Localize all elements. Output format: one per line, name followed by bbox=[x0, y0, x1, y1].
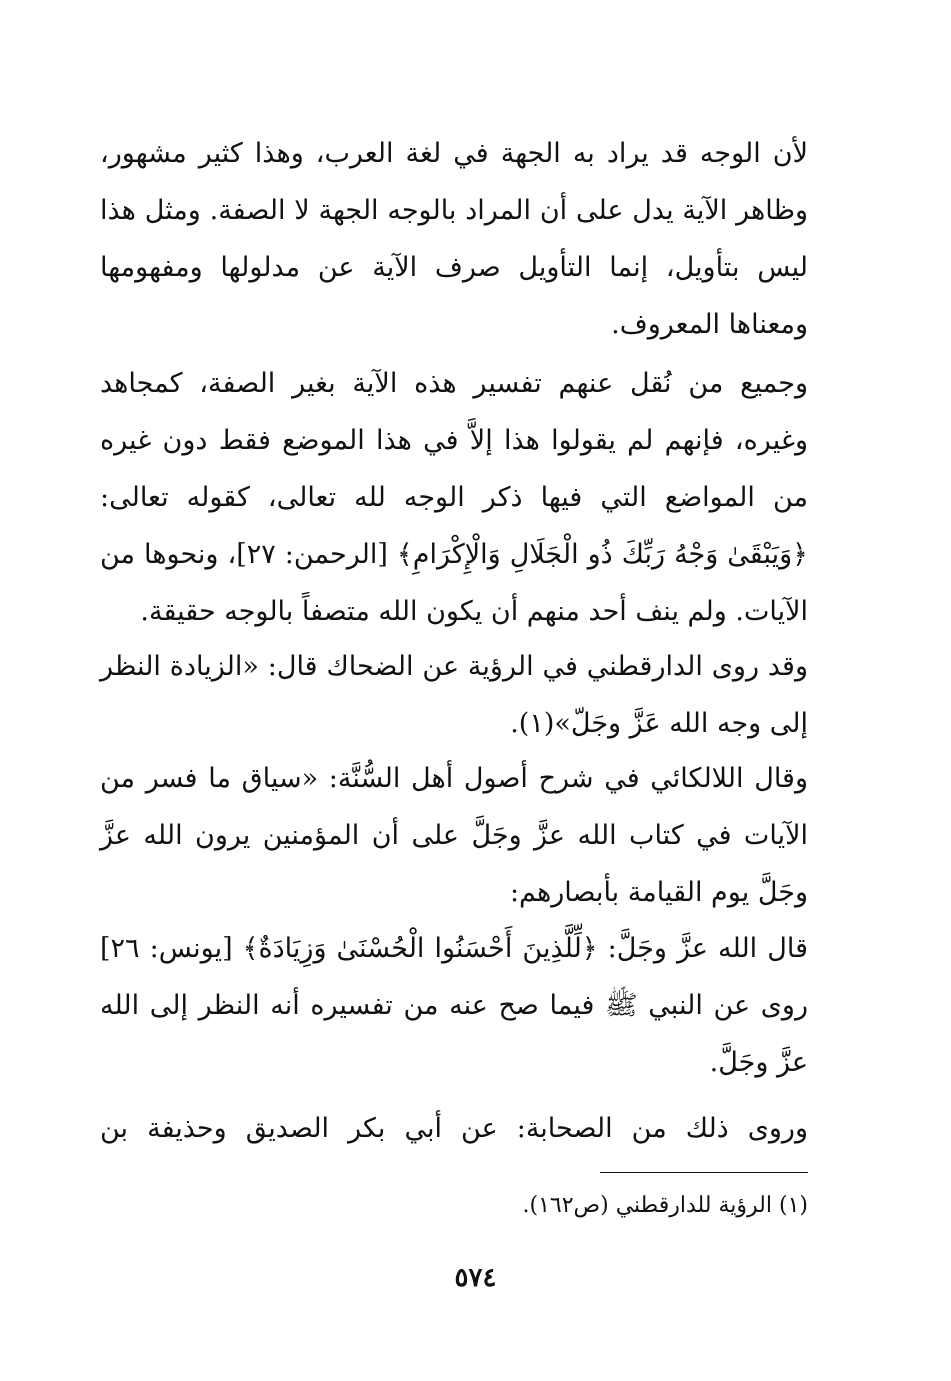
paragraph-6: وروى ذلك من الصحابة: عن أبي بكر الصديق وحذيفة بن bbox=[100, 1113, 808, 1144]
paragraph-4: وقال اللالكائي في شرح أصول أهل السُّنَّة: «سياق ما فسر من الآيات في كتاب الله عزَّ وجَلَّ على أن المؤمنين يرون الله عزَّ وجَلَّ يوم القيامة بأبصارهم: bbox=[100, 763, 808, 908]
footnote-divider bbox=[600, 1172, 808, 1173]
paragraph-5: قال الله عزَّ وجَلَّ: ﴿لِّلَّذِينَ أَحْسَنُوا الْحُسْنَىٰ وَزِيَادَةٌ﴾ [يونس: ٢٦] روى عن النبي ﷺ فيما صح عنه من تفسيره أنه النظر إلى الله عزَّ وجَلَّ. bbox=[100, 933, 808, 1078]
paragraph-2: وجميع من نُقل عنهم تفسير هذه الآية بغير الصفة، كمجاهد وغيره، فإنهم لم يقولوا هذا إلاَّ في هذا الموضع فقط دون غيره من المواضع التي فيها ذكر الوجه لله تعالى، كقوله تعالى: ﴿وَيَبْقَىٰ وَجْهُ رَبِّكَ ذُو الْجَلَالِ وَالْإِكْرَامِ﴾ [الرحمن: ٢٧]، ونحوها من الآيات. ولم ينف أحد منهم أن يكون الله متصفاً بالوجه حقيقة. bbox=[100, 368, 808, 627]
paragraph-1: لأن الوجه قد يراد به الجهة في لغة العرب، وهذا كثير مشهور، وظاهر الآية يدل على أن المراد بالوجه الجهة لا الصفة. ومثل هذا ليس بتأويل، إنما التأويل صرف الآية عن مدلولها ومفهومها ومعناها المعروف. bbox=[100, 138, 808, 340]
page-number: ٥٧٤ bbox=[454, 1263, 497, 1293]
footnote: (١) الرؤية للدارقطني (ص١٦٢). bbox=[522, 1193, 808, 1218]
paragraph-3: وقد روى الدارقطني في الرؤية عن الضحاك قال: «الزيادة النظر إلى وجه الله عَزَّ وجَلّ»(١). bbox=[100, 651, 808, 739]
